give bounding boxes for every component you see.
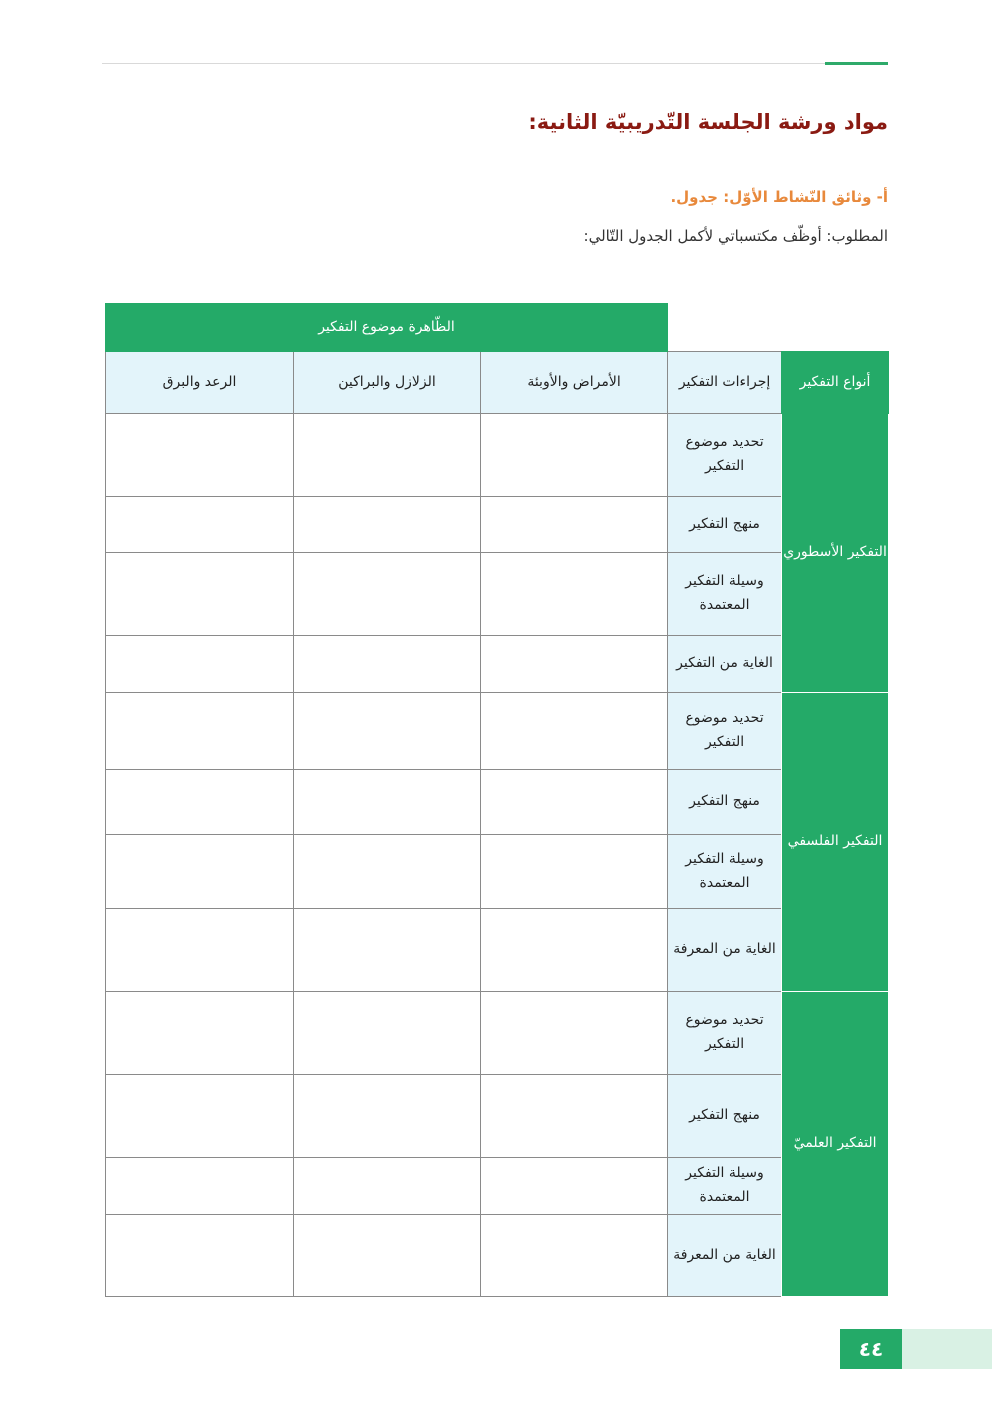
- table-row: [106, 553, 889, 636]
- answer-cell[interactable]: [294, 1075, 481, 1158]
- answer-cell[interactable]: [294, 636, 481, 693]
- answer-cell[interactable]: [481, 497, 668, 553]
- answer-cell[interactable]: [294, 909, 481, 992]
- table-row: [106, 770, 889, 835]
- table-row: [106, 1075, 889, 1158]
- answer-cell[interactable]: [481, 1075, 668, 1158]
- answer-cell[interactable]: [106, 909, 294, 992]
- answer-cell[interactable]: [106, 553, 294, 636]
- table-row: [106, 414, 889, 497]
- answer-cell[interactable]: [481, 909, 668, 992]
- table-row: [106, 636, 889, 693]
- procedures-header: إجراءات التفكير: [668, 352, 782, 414]
- answer-cell[interactable]: [294, 770, 481, 835]
- answer-cell[interactable]: [106, 414, 294, 497]
- procedure-cell: تحديد موضوع التفكير: [668, 414, 782, 497]
- phenomenon-column-header: الرعد والبرق: [106, 352, 294, 414]
- section-title: مواد ورشة الجلسة التّدريبيّة الثانية:: [528, 110, 888, 134]
- page-number: ٤٤: [840, 1329, 902, 1369]
- answer-cell[interactable]: [294, 1158, 481, 1215]
- answer-cell[interactable]: [294, 497, 481, 553]
- table-row: [106, 835, 889, 909]
- top-divider-accent: [825, 62, 888, 65]
- table-row: [106, 1158, 889, 1215]
- thinking-types-header: أنواع التفكير: [782, 352, 889, 414]
- procedure-cell: الغاية من المعرفة: [668, 1215, 782, 1297]
- table-row: [106, 693, 889, 770]
- answer-cell[interactable]: [106, 497, 294, 553]
- procedure-cell: منهج التفكير: [668, 770, 782, 835]
- answer-cell[interactable]: [481, 1158, 668, 1215]
- top-divider: [102, 63, 888, 64]
- table-corner: [668, 304, 889, 352]
- phenomenon-column-header: الزلازل والبراكين: [294, 352, 481, 414]
- footer-strip: [902, 1329, 992, 1369]
- answer-cell[interactable]: [106, 1075, 294, 1158]
- answer-cell[interactable]: [294, 414, 481, 497]
- answer-cell[interactable]: [106, 1158, 294, 1215]
- instruction-text: المطلوب: أوظّف مكتسباتي لأكمل الجدول التّالي:: [583, 227, 888, 245]
- answer-cell[interactable]: [294, 1215, 481, 1297]
- answer-cell[interactable]: [294, 693, 481, 770]
- table-row: [106, 497, 889, 553]
- answer-cell[interactable]: [294, 835, 481, 909]
- procedure-cell: وسيلة التفكير المعتمدة: [668, 553, 782, 636]
- answer-cell[interactable]: [106, 636, 294, 693]
- procedure-cell: تحديد موضوع التفكير: [668, 693, 782, 770]
- answer-cell[interactable]: [294, 992, 481, 1075]
- procedure-cell: الغاية من التفكير: [668, 636, 782, 693]
- answer-cell[interactable]: [481, 835, 668, 909]
- answer-cell[interactable]: [294, 553, 481, 636]
- thinking-type-cell: التفكير الأسطوري: [782, 414, 889, 693]
- thinking-type-cell: التفكير الفلسفي: [782, 693, 889, 992]
- answer-cell[interactable]: [481, 693, 668, 770]
- procedure-cell: منهج التفكير: [668, 1075, 782, 1158]
- answer-cell[interactable]: [481, 992, 668, 1075]
- table-row: [106, 909, 889, 992]
- answer-cell[interactable]: [481, 636, 668, 693]
- procedure-cell: وسيلة التفكير المعتمدة: [668, 1158, 782, 1215]
- procedure-cell: تحديد موضوع التفكير: [668, 992, 782, 1075]
- answer-cell[interactable]: [481, 414, 668, 497]
- answer-cell[interactable]: [106, 1215, 294, 1297]
- answer-cell[interactable]: [106, 770, 294, 835]
- answer-cell[interactable]: [106, 992, 294, 1075]
- answer-cell[interactable]: [481, 770, 668, 835]
- activity-subtitle: أ- وثائق النّشاط الأوّل: جدول.: [670, 188, 888, 206]
- answer-cell[interactable]: [106, 835, 294, 909]
- answer-cell[interactable]: [106, 693, 294, 770]
- phenomenon-column-header: الأمراض والأوبئة: [481, 352, 668, 414]
- thinking-types-table: [105, 303, 889, 1297]
- table-row: [106, 992, 889, 1075]
- answer-cell[interactable]: [481, 1215, 668, 1297]
- procedure-cell: وسيلة التفكير المعتمدة: [668, 835, 782, 909]
- answer-cell[interactable]: [481, 553, 668, 636]
- procedure-cell: منهج التفكير: [668, 497, 782, 553]
- thinking-type-cell: التفكير العلميّ: [782, 992, 889, 1297]
- table-row: [106, 1215, 889, 1297]
- phenomenon-header: الظّاهرة موضوع التفكير: [106, 304, 668, 352]
- procedure-cell: الغاية من المعرفة: [668, 909, 782, 992]
